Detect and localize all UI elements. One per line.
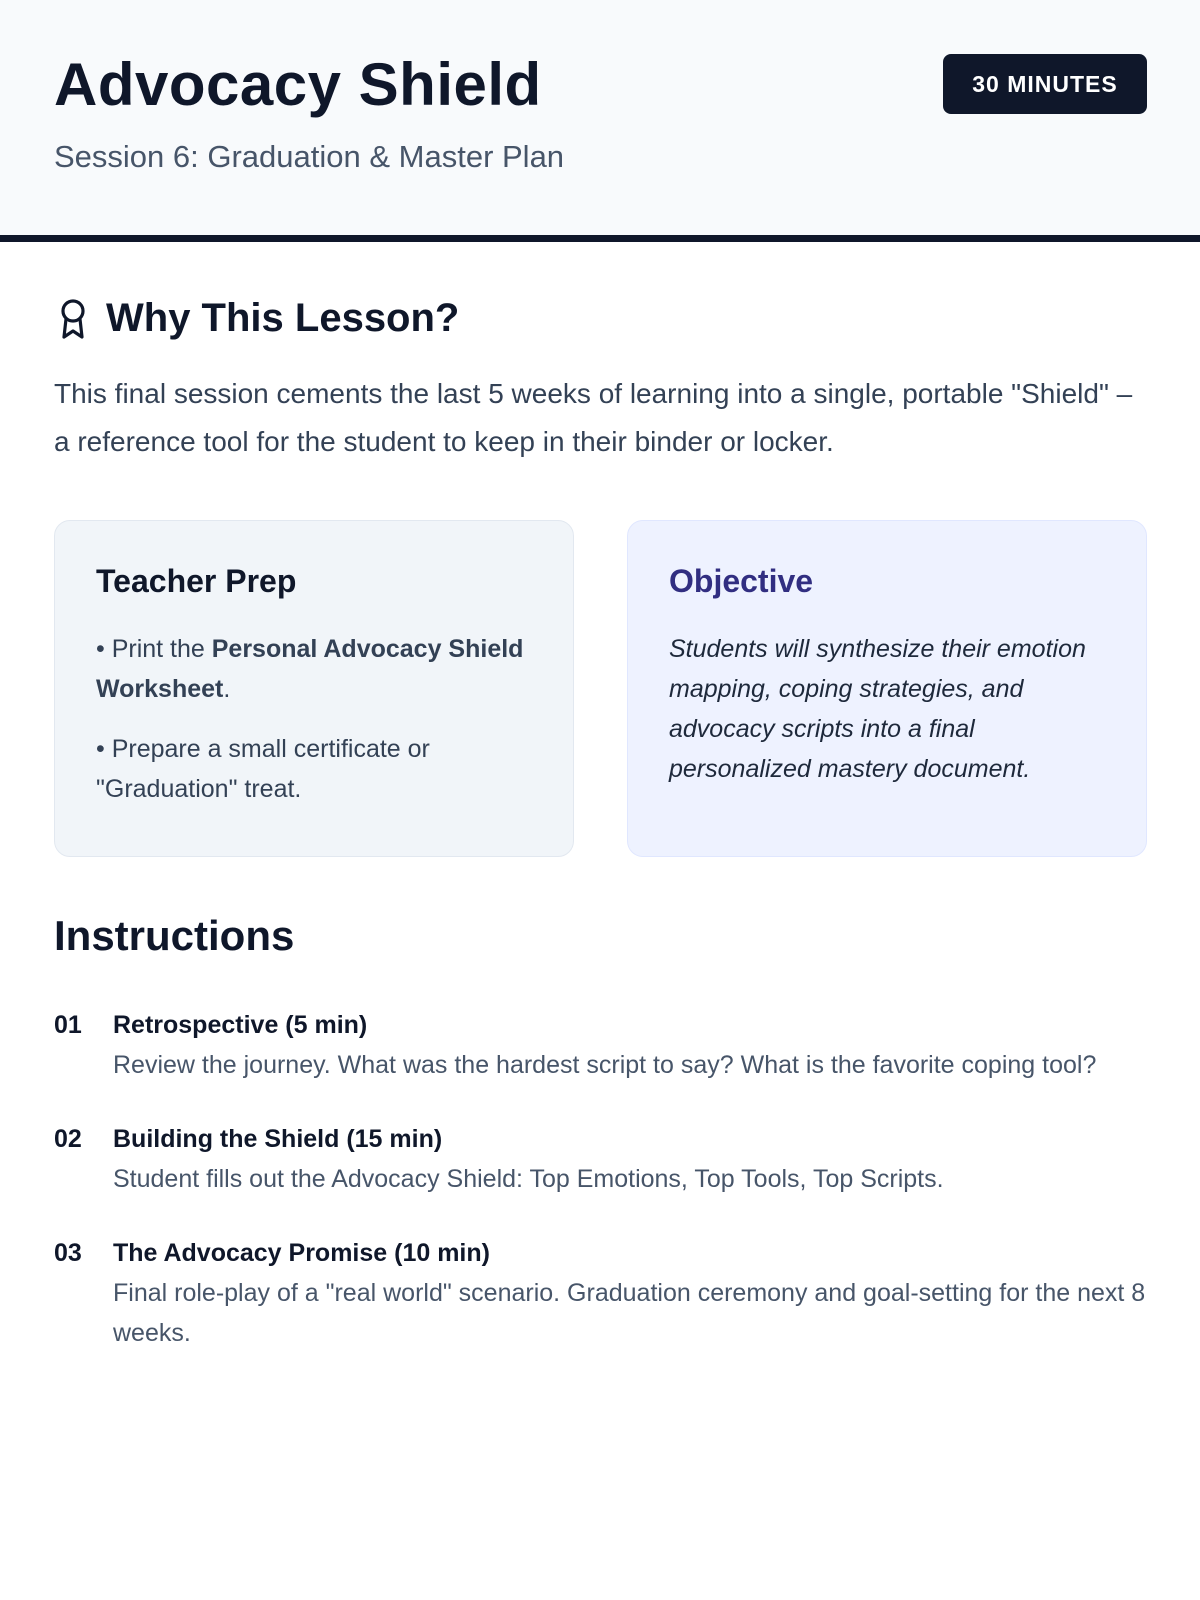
duration-badge: 30 MINUTES bbox=[943, 54, 1147, 114]
instructions-title: Instructions bbox=[54, 912, 295, 959]
step-number: 02 bbox=[54, 1125, 82, 1153]
step-number: 01 bbox=[54, 1011, 82, 1039]
award-ribbon-icon bbox=[54, 297, 92, 341]
teacher-prep-title: Teacher Prep bbox=[96, 563, 297, 599]
teacher-prep-card bbox=[54, 520, 574, 857]
page-header bbox=[0, 0, 1200, 242]
why-description: This final session cements the last 5 weeks of learning into a single, portable "Shield" – a reference tool for the student to keep in their binder or locker. bbox=[54, 378, 1133, 457]
objective-title: Objective bbox=[669, 563, 814, 599]
objective-card bbox=[627, 520, 1147, 857]
step-title: Building the Shield (15 min) bbox=[113, 1125, 443, 1153]
instruction-step bbox=[54, 1233, 1154, 1353]
step-description: Student fills out the Advocacy Shield: Top Emotions, Top Tools, Top Scripts. bbox=[113, 1165, 944, 1193]
prep-item: • Prepare a small certificate or "Graduation" treat. bbox=[96, 734, 430, 803]
instruction-steps bbox=[54, 1005, 1154, 1387]
why-heading bbox=[54, 296, 459, 341]
objective-text: Students will synthesize their emotion mapping, coping strategies, and advocacy scripts into a final personalized mastery document. bbox=[669, 634, 1086, 783]
instruction-step bbox=[54, 1005, 1154, 1085]
prep-item: • Print the Personal Advocacy Shield Worksheet. bbox=[96, 634, 524, 703]
why-heading-text: Why This Lesson? bbox=[106, 296, 460, 340]
step-title: Retrospective (5 min) bbox=[113, 1011, 368, 1039]
instruction-step bbox=[54, 1119, 1154, 1199]
session-subtitle: Session 6: Graduation & Master Plan bbox=[54, 139, 565, 174]
page-title: Advocacy Shield bbox=[54, 51, 542, 118]
step-number: 03 bbox=[54, 1239, 82, 1267]
step-title: The Advocacy Promise (10 min) bbox=[113, 1239, 490, 1267]
step-description: Final role-play of a "real world" scenario. Graduation ceremony and goal-setting for the next 8 weeks. bbox=[113, 1279, 1146, 1347]
step-description: Review the journey. What was the hardest script to say? What is the favorite coping tool? bbox=[113, 1051, 1097, 1079]
